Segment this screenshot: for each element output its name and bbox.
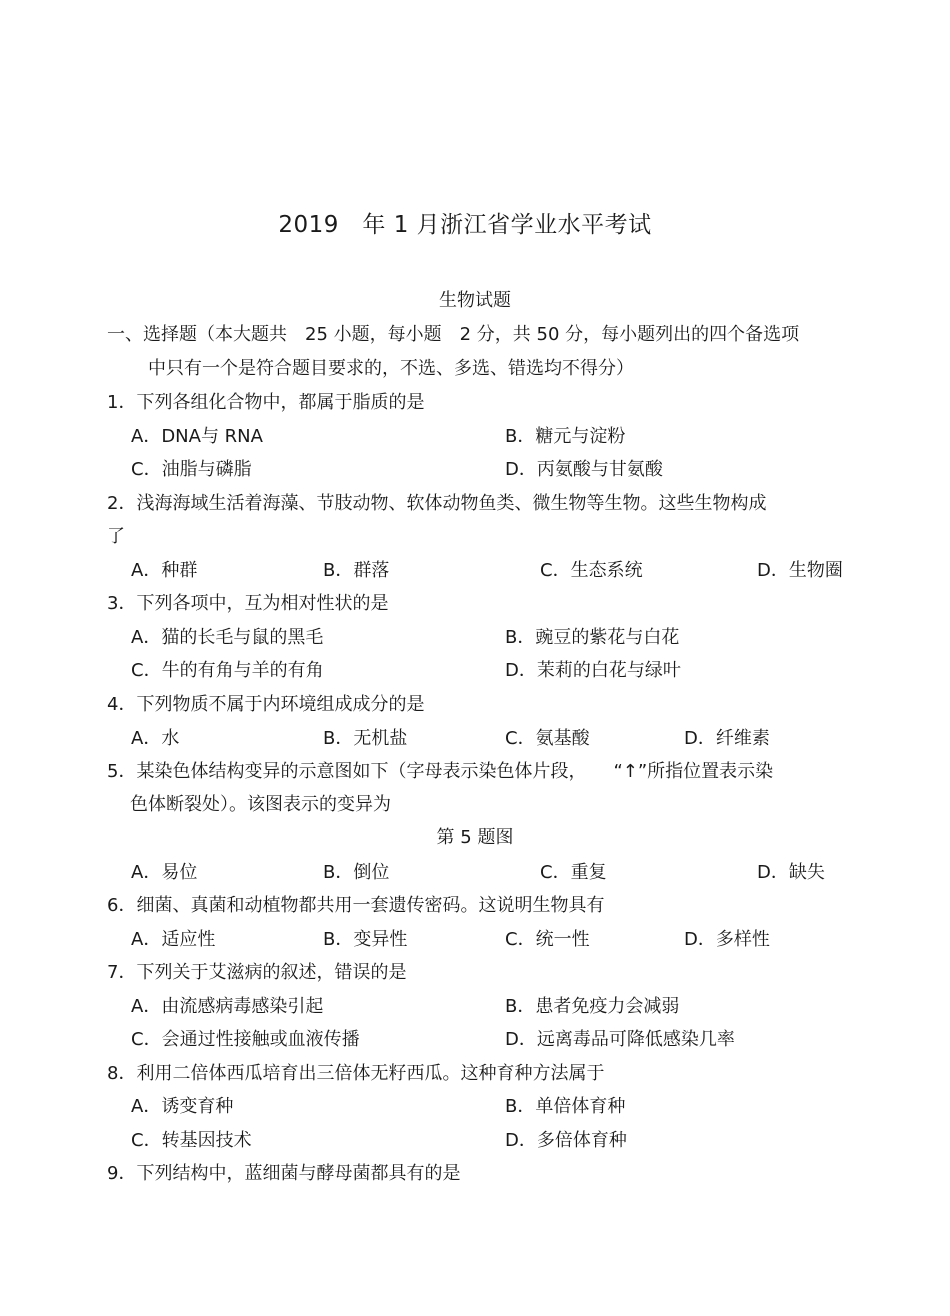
question-2-option-a: A．种群 [131, 560, 198, 581]
question-2-option-c: C．生态系统 [540, 560, 643, 581]
question-6-option-b: B．变异性 [323, 929, 408, 950]
question-7-option-b: B．患者免疫力会减弱 [505, 996, 680, 1017]
question-4-stem: 4．下列物质不属于内环境组成成分的是 [107, 694, 425, 715]
question-5-option-c: C．重复 [540, 862, 607, 883]
question-8-stem: 8．利用二倍体西瓜培育出三倍体无籽西瓜。这种育种方法属于 [107, 1063, 605, 1084]
question-4-option-c: C．氨基酸 [505, 728, 590, 749]
question-5-stem-cont: 色体断裂处）。该图表示的变异为 [130, 794, 391, 815]
question-2-stem-cont: 了 [107, 526, 125, 547]
question-2-option-b: B．群落 [323, 560, 390, 581]
question-5-option-d: D．缺失 [757, 862, 825, 883]
section-instructions-line2: 中只有一个是符合题目要求的，不选、多选、错选均不得分） [148, 358, 634, 379]
subject-title: 生物试题 [439, 290, 511, 311]
question-3-option-a: A．猫的长毛与鼠的黑毛 [131, 627, 324, 648]
question-1-option-b: B．糖元与淀粉 [505, 426, 626, 447]
question-1-option-c: C．油脂与磷脂 [131, 459, 252, 480]
question-1-stem: 1．下列各组化合物中，都属于脂质的是 [107, 392, 425, 413]
question-6-option-a: A．适应性 [131, 929, 216, 950]
question-6-stem: 6．细菌、真菌和动植物都共用一套遗传密码。这说明生物具有 [107, 895, 605, 916]
question-5-option-b: B．倒位 [323, 862, 390, 883]
question-4-option-b: B．无机盐 [323, 728, 408, 749]
question-4-option-a: A．水 [131, 728, 180, 749]
question-7-option-d: D．远离毒品可降低感染几率 [505, 1029, 735, 1050]
question-3-option-c: C．牛的有角与羊的有角 [131, 660, 324, 681]
question-5-figure-caption: 第 5 题图 [436, 827, 514, 848]
page-title: 2019 年 1 月浙江省学业水平考试 [278, 212, 652, 238]
question-7-option-c: C．会通过性接触或血液传播 [131, 1029, 360, 1050]
question-8-option-a: A．诱变育种 [131, 1096, 234, 1117]
question-6-option-d: D．多样性 [684, 929, 770, 950]
question-1-option-a: A．DNA与 RNA [131, 426, 263, 447]
question-1-option-d: D．丙氨酸与甘氨酸 [505, 459, 663, 480]
question-6-option-c: C．统一性 [505, 929, 590, 950]
question-3-stem: 3．下列各项中，互为相对性状的是 [107, 593, 389, 614]
question-2-stem: 2．浅海海域生活着海藻、节肢动物、软体动物鱼类、微生物等生物。这些生物构成 [107, 493, 767, 514]
question-3-option-b: B．豌豆的紫花与白花 [505, 627, 680, 648]
section-instructions-line1: 一、选择题（本大题共 25 小题，每小题 2 分，共 50 分，每小题列出的四个备选项 [107, 324, 800, 345]
question-8-option-c: C．转基因技术 [131, 1130, 252, 1151]
question-2-option-d: D．生物圈 [757, 560, 843, 581]
question-3-option-d: D．茉莉的白花与绿叶 [505, 660, 681, 681]
question-5-stem: 5．某染色体结构变异的示意图如下（字母表示染色体片段， “↑”所指位置表示染 [107, 761, 774, 782]
question-7-stem: 7．下列关于艾滋病的叙述，错误的是 [107, 962, 407, 983]
question-4-option-d: D．纤维素 [684, 728, 770, 749]
question-8-option-b: B．单倍体育种 [505, 1096, 626, 1117]
question-5-option-a: A．易位 [131, 862, 198, 883]
question-7-option-a: A．由流感病毒感染引起 [131, 996, 324, 1017]
question-8-option-d: D．多倍体育种 [505, 1130, 627, 1151]
question-9-stem: 9．下列结构中，蓝细菌与酵母菌都具有的是 [107, 1163, 461, 1184]
